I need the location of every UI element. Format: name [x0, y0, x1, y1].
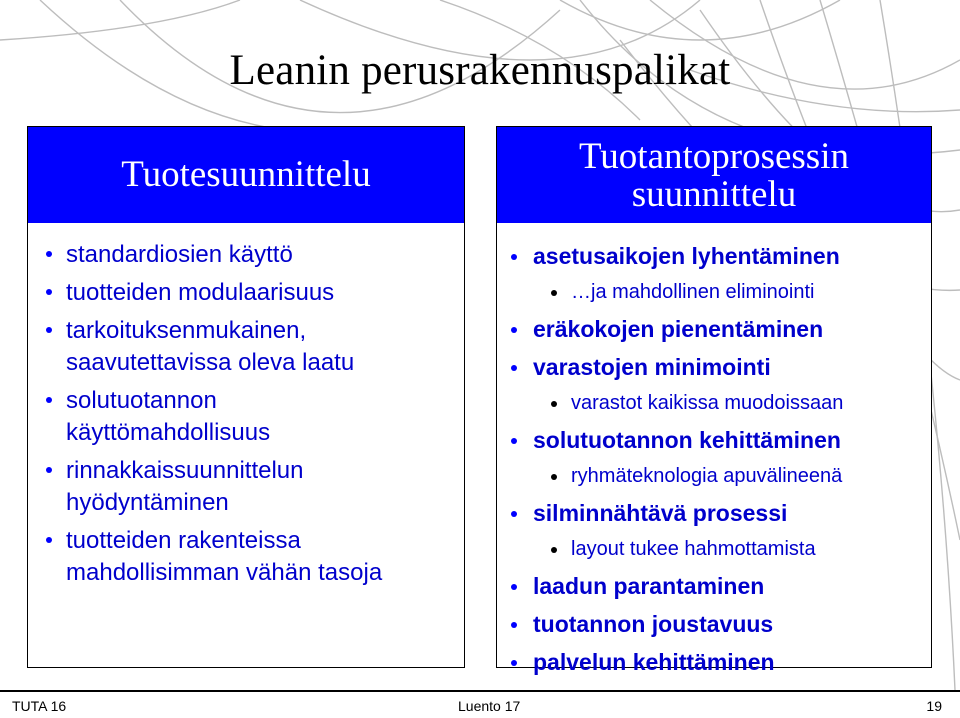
list-subitem-text: varastot kaikissa muodoissaan: [571, 392, 844, 414]
list-item: [497, 567, 931, 605]
bullet-icon: [511, 254, 517, 260]
footer-page-number: 19: [926, 698, 942, 714]
product-design-panel: [27, 126, 465, 668]
list-subitem-text: ryhmäteknologia apuvälineenä: [571, 465, 843, 487]
list-item-text: laadun parantaminen: [533, 573, 765, 599]
product-design-header: [28, 127, 464, 223]
list-subitem: [497, 275, 931, 310]
list-item: [497, 494, 931, 532]
list-item: [28, 525, 464, 589]
list-item-text: palvelun kehittäminen: [533, 649, 775, 675]
list-item: [497, 643, 931, 681]
bullet-icon: [511, 327, 517, 333]
list-item-text: standardiosien käyttö: [66, 241, 293, 268]
bullet-icon: [551, 474, 557, 480]
list-item-text: tuotteiden rakenteissa mahdollisimman vähän tasoja: [66, 527, 383, 586]
list-subitem-text: layout tukee hahmottamista: [571, 538, 816, 560]
bullet-icon: [46, 537, 52, 543]
bullet-icon: [46, 397, 52, 403]
list-subitem: [497, 459, 931, 494]
list-item-text: asetusaikojen lyhentäminen: [533, 243, 840, 269]
bullet-icon: [511, 511, 517, 517]
bullet-icon: [46, 327, 52, 333]
production-process-list: [497, 223, 931, 681]
list-item: [497, 237, 931, 275]
bullet-icon: [511, 660, 517, 666]
bullet-icon: [46, 251, 52, 257]
list-item-text: silminnähtävä prosessi: [533, 500, 788, 526]
bullet-icon: [46, 289, 52, 295]
list-item: [497, 605, 931, 643]
list-item: [497, 310, 931, 348]
production-process-header: [497, 127, 931, 223]
bullet-icon: [551, 401, 557, 407]
footer-course-label: TUTA 16: [12, 698, 67, 714]
slide-footer: [0, 690, 960, 718]
list-item-text: tuotannon joustavuus: [533, 611, 774, 637]
list-item-text: varastojen minimointi: [533, 354, 771, 380]
list-item: [28, 277, 464, 309]
list-item: [497, 421, 931, 459]
list-subitem-text: …ja mahdollinen eliminointi: [571, 281, 815, 303]
list-item: [28, 239, 464, 271]
bullet-icon: [511, 622, 517, 628]
list-item: [28, 315, 464, 379]
list-item-text: tarkoituksenmukainen, saavutettavissa oleva laatu: [66, 317, 355, 376]
list-item-text: tuotteiden modulaarisuus: [66, 279, 335, 306]
list-item-text: eräkokojen pienentäminen: [533, 316, 824, 342]
list-subitem: [497, 532, 931, 567]
bullet-icon: [511, 365, 517, 371]
product-design-list: [28, 223, 464, 589]
list-item-text: solutuotannon käyttömahdollisuus: [66, 387, 271, 446]
list-item: [28, 455, 464, 519]
bullet-icon: [551, 290, 557, 296]
product-design-header-text: Tuotesuunnittelu: [121, 154, 371, 195]
production-process-header-line1: Tuotantoprosessin: [578, 136, 849, 177]
footer-lecture-label: Luento 17: [458, 698, 521, 714]
slide-title: Leanin perusrakennuspalikat: [229, 47, 731, 94]
production-process-panel: [496, 126, 932, 675]
bullet-icon: [46, 467, 52, 473]
list-item: [28, 385, 464, 449]
bullet-icon: [551, 547, 557, 553]
list-item-text: rinnakkaissuunnittelun hyödyntäminen: [66, 457, 304, 516]
bullet-icon: [511, 584, 517, 590]
bullet-icon: [511, 438, 517, 444]
list-item-text: solutuotannon kehittäminen: [533, 427, 841, 453]
production-process-header-line2: suunnittelu: [631, 174, 797, 215]
list-subitem: [497, 386, 931, 421]
list-item: [497, 348, 931, 386]
